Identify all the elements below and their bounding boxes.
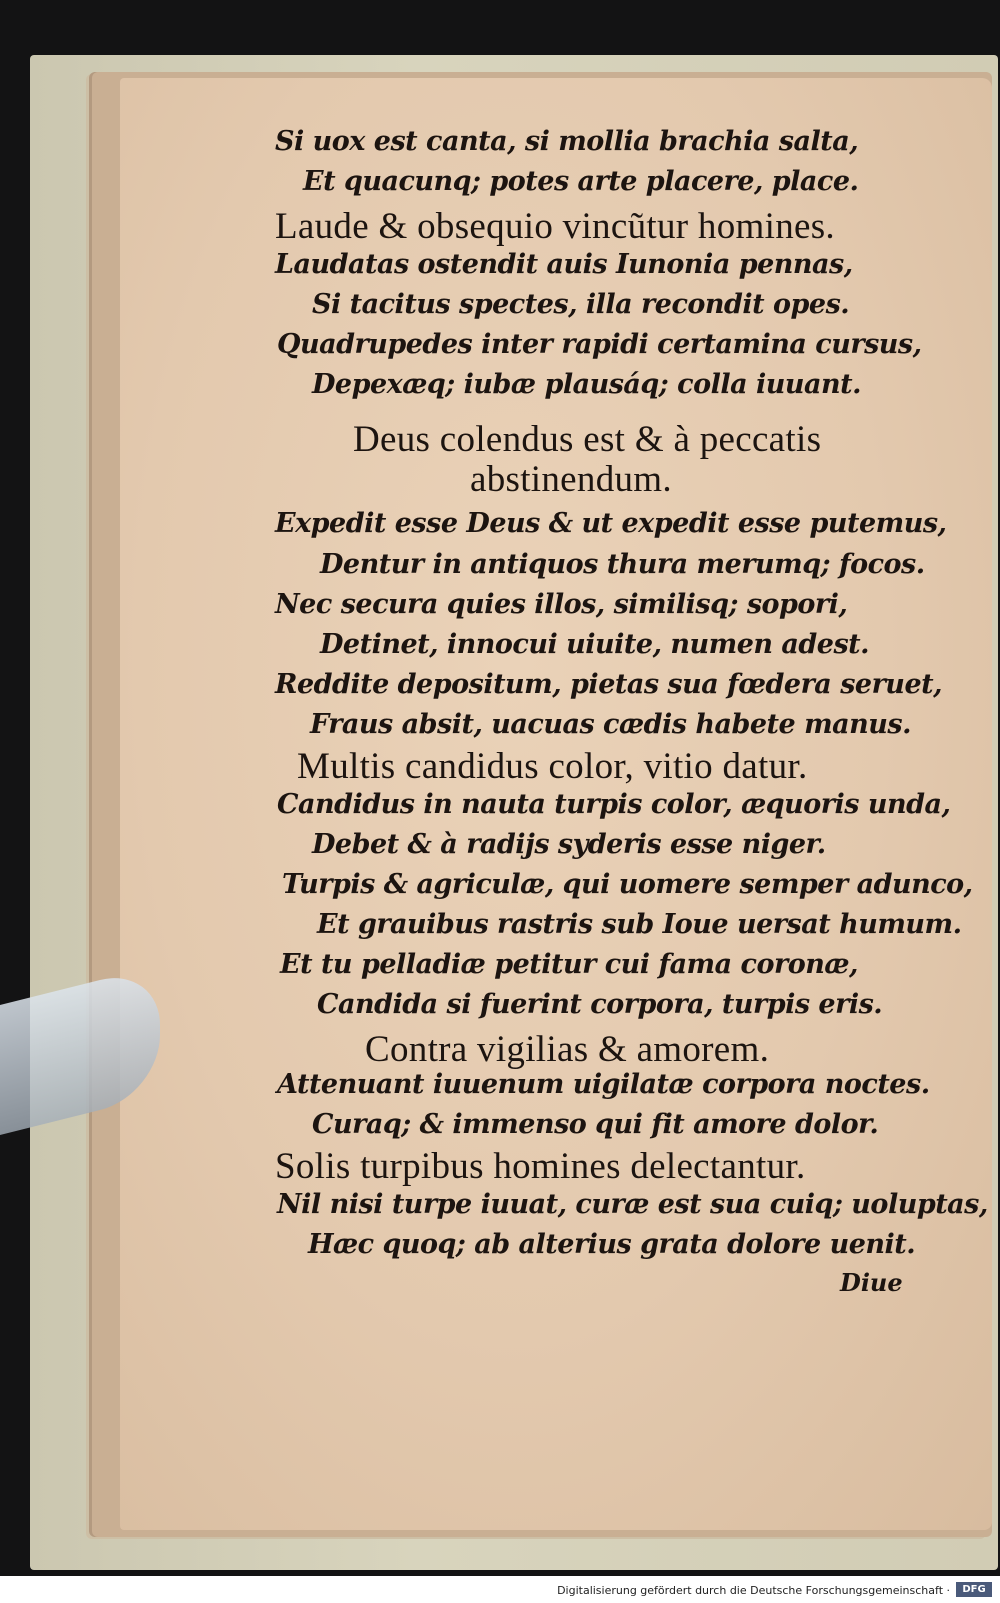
verse-line: Nil nisi turpe iuuat, curæ est sua cuiq; uoluptas, [277, 1189, 988, 1220]
verse-line: Nec secura quies illos, similisq; sopori, [275, 589, 848, 620]
section-heading: Laude & obsequio vincũtur homines. [275, 206, 835, 247]
footer-bar [0, 1576, 1000, 1603]
verse-line: Depexæq; iubæ plausáq; colla iuuant. [312, 369, 862, 400]
verse-line: Hæc quoq; ab alterius grata dolore uenit. [308, 1229, 916, 1260]
verse-line: Quadrupedes inter rapidi certamina cursus, [277, 329, 922, 360]
verse-line: Et tu pelladiæ petitur cui fama coronæ, [280, 949, 858, 980]
section-heading: Solis turpibus homines delectantur. [275, 1146, 806, 1187]
verse-line: Detinet, innocui uiuite, numen adest. [320, 629, 870, 660]
verse-line: Et quacunq; potes arte placere, place. [303, 166, 859, 197]
verse-line: Candida si fuerint corpora, turpis eris. [317, 989, 883, 1020]
verse-line: Si tacitus spectes, illa recondit opes. [312, 289, 850, 320]
verse-line: Candidus in nauta turpis color, æquoris unda, [277, 789, 951, 820]
verse-line: Fraus absit, uacuas cædis habete manus. [310, 709, 912, 740]
verse-line: Expedit esse Deus & ut expedit esse putemus, [275, 508, 947, 539]
verse-line: Curaq; & immenso qui fit amore dolor. [312, 1109, 879, 1140]
section-heading: Multis candidus color, vitio datur. [297, 746, 808, 787]
verse-line: Si uox est canta, si mollia brachia salta, [275, 126, 859, 157]
section-heading: abstinendum. [470, 459, 672, 500]
verse-line: Et grauibus rastris sub Ioue uersat humum. [317, 909, 962, 940]
verse-line: Dentur in antiquos thura merumq; focos. [320, 549, 925, 580]
section-heading: Deus colendus est & à peccatis [353, 419, 822, 460]
section-heading: Contra vigilias & amorem. [365, 1029, 770, 1070]
verse-line: Turpis & agriculæ, qui uomere semper adunco, [282, 869, 973, 900]
footer-credit: Digitalisierung gefördert durch die Deutsche Forschungsgemeinschaft · [557, 1584, 950, 1597]
verse-line: Reddite depositum, pietas sua fœdera seruet, [275, 669, 942, 700]
dfg-logo: DFG [956, 1582, 992, 1597]
verse-line: Attenuant iuuenum uigilatæ corpora noctes. [277, 1069, 930, 1100]
verse-line: Debet & à radijs syderis esse niger. [312, 829, 826, 860]
verse-line: Laudatas ostendit auis Iunonia pennas, [275, 249, 853, 280]
catchword: Diue [840, 1268, 903, 1297]
